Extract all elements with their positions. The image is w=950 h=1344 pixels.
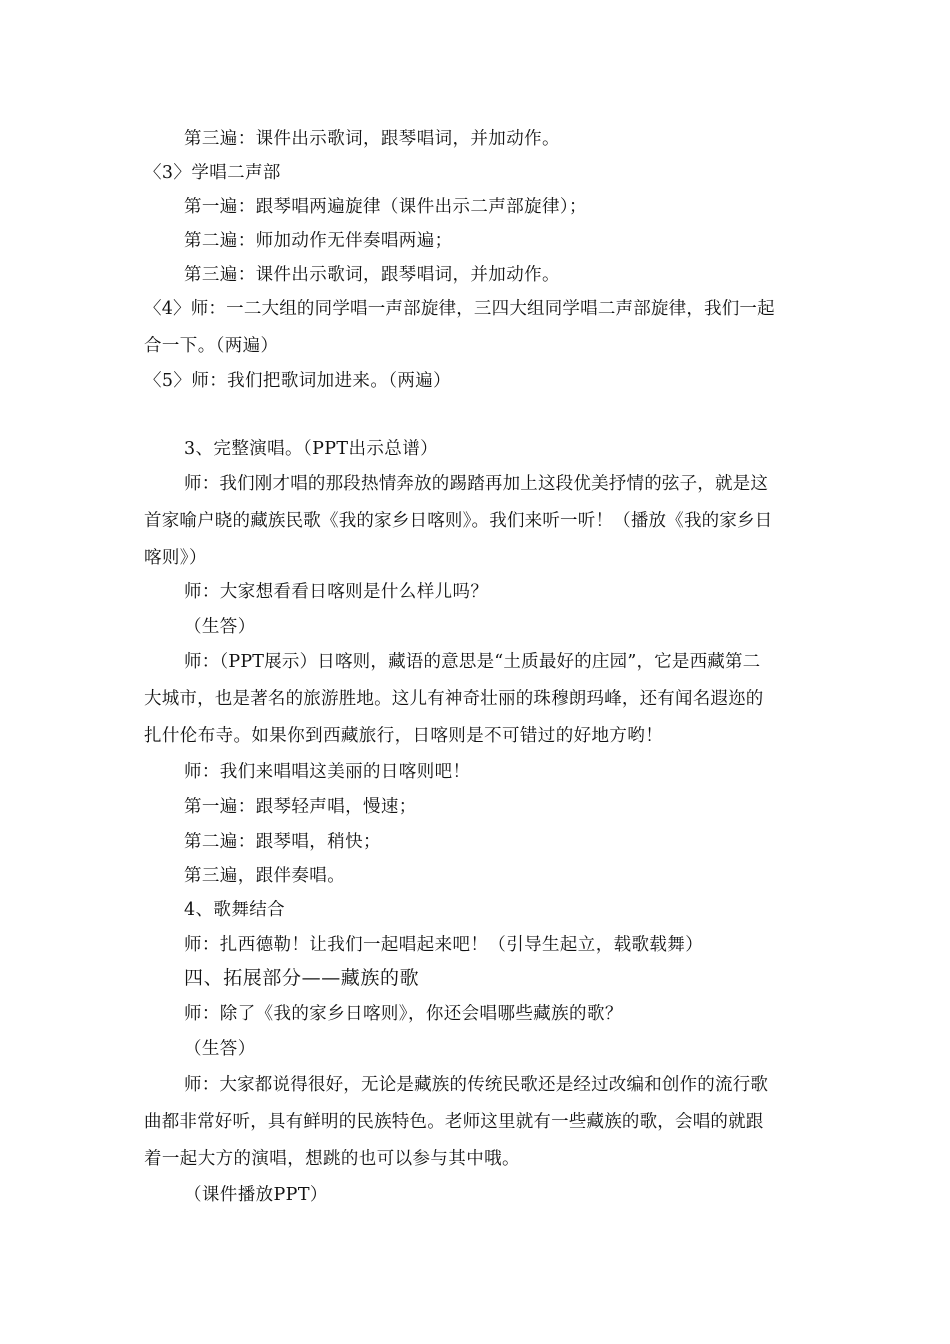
- section-heading: 4、歌舞结合: [184, 900, 286, 920]
- text-line: 师：大家都说得很好，无论是藏族的传统民歌还是经过改编和创作的流行歌: [184, 1075, 769, 1095]
- text-line: 师：（PPT展示）日喀则，藏语的意思是“土质最好的庄园”，它是西藏第二: [184, 652, 761, 672]
- list-item-3: 〈3〉学唱二声部: [144, 163, 281, 183]
- text-line: 扎什伦布寺。如果你到西藏旅行，日喀则是不可错过的好地方哟！: [144, 726, 664, 746]
- text-line: 师：我们来唱唱这美丽的日喀则吧！: [184, 762, 471, 782]
- text-line: 师：扎西德勒！让我们一起唱起来吧！（引导生起立，载歌载舞）: [184, 935, 704, 955]
- text-line: 合一下。（两遍）: [144, 336, 279, 356]
- text-line: 师：大家想看看日喀则是什么样儿吗？: [184, 582, 489, 602]
- text-line: （课件播放PPT）: [184, 1185, 328, 1205]
- text-line: 第一遍：跟琴轻声唱，慢速；: [184, 797, 417, 817]
- text-line: 曲都非常好听，具有鲜明的民族特色。老师这里就有一些藏族的歌，会唱的就跟: [144, 1112, 764, 1132]
- text-line: 第二遍：师加动作无伴奏唱两遍；: [184, 231, 453, 251]
- text-line: （生答）: [184, 617, 256, 637]
- text-line: 第一遍：跟琴唱两遍旋律（课件出示二声部旋律）；: [184, 197, 587, 217]
- text-line: 第三遍：课件出示歌词，跟琴唱词，并加动作。: [184, 265, 560, 285]
- text-line: 着一起大方的演唱，想跳的也可以参与其中哦。: [144, 1149, 520, 1169]
- text-line: 第二遍：跟琴唱，稍快；: [184, 832, 381, 852]
- text-line: 第三遍：课件出示歌词，跟琴唱词，并加动作。: [184, 129, 560, 149]
- text-line: 师：除了《我的家乡日喀则》，你还会唱哪些藏族的歌？: [184, 1004, 623, 1024]
- list-item-5: 〈5〉师：我们把歌词加进来。（两遍）: [144, 371, 452, 391]
- text-line: 第三遍，跟伴奏唱。: [184, 866, 346, 886]
- text-line: 首家喻户晓的藏族民歌《我的家乡日喀则》。我们来听一听！（播放《我的家乡日: [144, 511, 773, 531]
- text-line: 大城市，也是著名的旅游胜地。这儿有神奇壮丽的珠穆朗玛峰，还有闻名遐迩的: [144, 689, 764, 709]
- text-line: 师：我们刚才唱的那段热情奔放的踢踏再加上这段优美抒情的弦子，就是这: [184, 474, 769, 494]
- text-line: 喀则》）: [144, 548, 207, 568]
- text-line: （生答）: [184, 1039, 256, 1059]
- list-item-4: 〈4〉师：一二大组的同学唱一声部旋律，三四大组同学唱二声部旋律，我们一起: [144, 299, 775, 319]
- part-heading: 四、拓展部分——藏族的歌: [184, 967, 420, 989]
- section-heading: 3、完整演唱。（PPT出示总谱）: [184, 439, 439, 459]
